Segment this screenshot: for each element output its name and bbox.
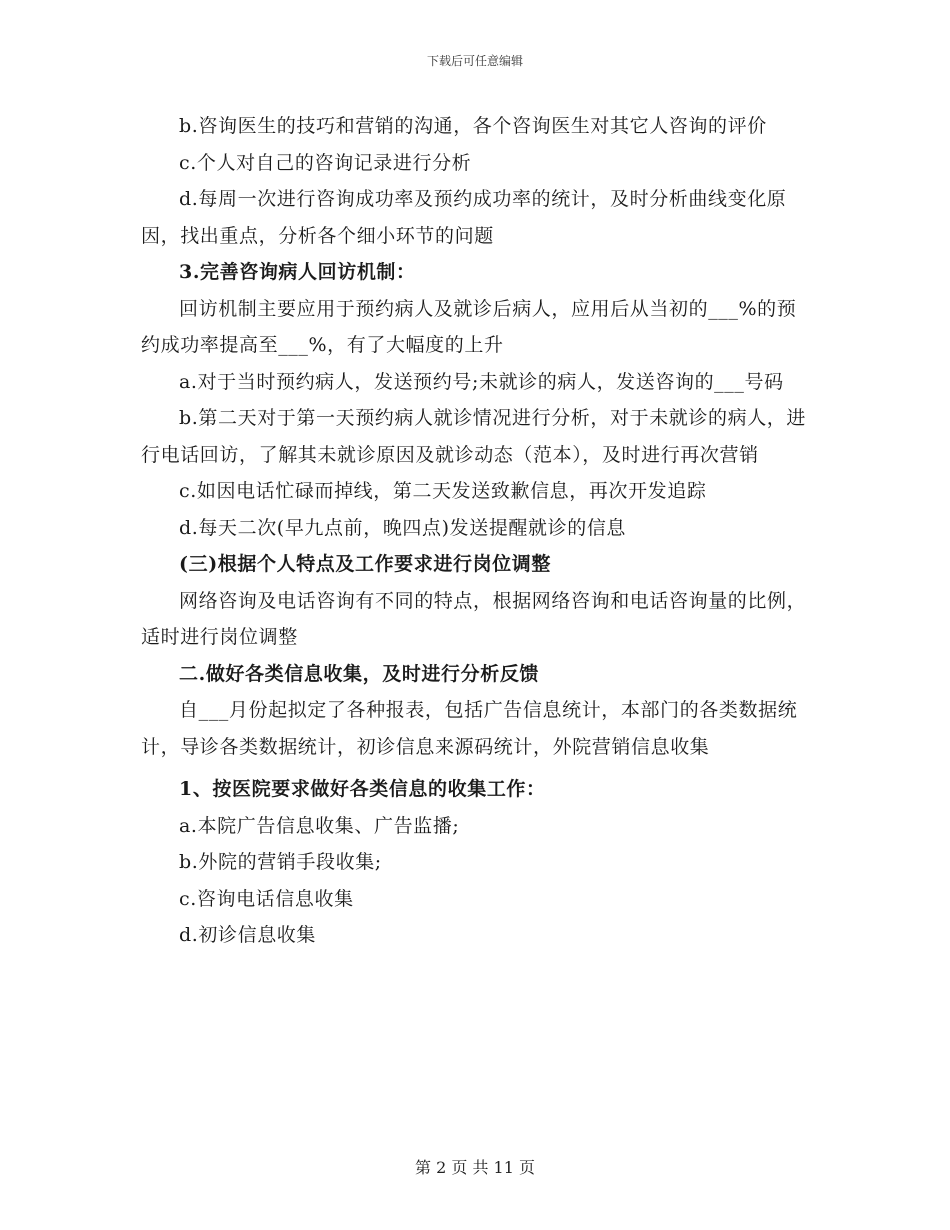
paragraph: b.第二天对于第一天预约病人就诊情况进行分析，对于未就诊的病人，进行电话回访，了解其未就诊原因及就诊动态（范本），及时进行再次营销 [141,407,807,466]
section-heading: 3.完善咨询病人回访机制： [179,261,416,283]
paragraph: 自___月份起拟定了各种报表，包括广告信息统计，本部门的各类数据统计，导诊各类数据统计，初诊信息来源码统计，外院营销信息收集 [141,699,798,758]
paragraph: c.个人对自己的咨询记录进行分析 [179,151,472,174]
paragraph: d.初诊信息收集 [179,924,317,946]
paragraph: 网络咨询及电话咨询有不同的特点，根据网络咨询和电话咨询量的比例，适时进行岗位调整 [141,589,807,648]
section-heading: 二.做好各类信息收集，及时进行分析反馈 [179,662,540,685]
paragraph: 回访机制主要应用于预约病人及就诊后病人，应用后从当初的___%的预约成功率提高至___%，有了大幅度的上升 [141,297,797,356]
page-number: 第 2 页 共 11 页 [415,1158,535,1177]
document-body [141,108,809,954]
paragraph: d.每周一次进行咨询成功率及预约成功率的统计，及时分析曲线变化原因，找出重点，分析各个细小环节的问题 [141,188,787,247]
paragraph: a.本院广告信息收集、广告监播; [179,814,460,837]
section-heading: 1、按医院要求做好各类信息的收集工作： [179,778,546,800]
page-header: 下载后可任意编辑 [426,54,523,68]
paragraph: a.对于当时预约病人，发送预约号;未就诊的病人，发送咨询的___号码 [179,370,784,393]
paragraph: c.咨询电话信息收集 [179,887,354,910]
paragraph: c.如因电话忙碌而掉线，第二天发送致歉信息，再次开发追踪 [179,480,707,502]
section-heading: (三)根据个人特点及工作要求进行岗位调整 [179,553,551,575]
paragraph: b.咨询医生的技巧和营销的沟通，各个咨询医生对其它人咨询的评价 [179,115,767,137]
paragraph: b.外院的营销手段收集; [179,851,382,873]
paragraph: d.每天二次(早九点前，晚四点)发送提醒就诊的信息 [179,516,627,539]
